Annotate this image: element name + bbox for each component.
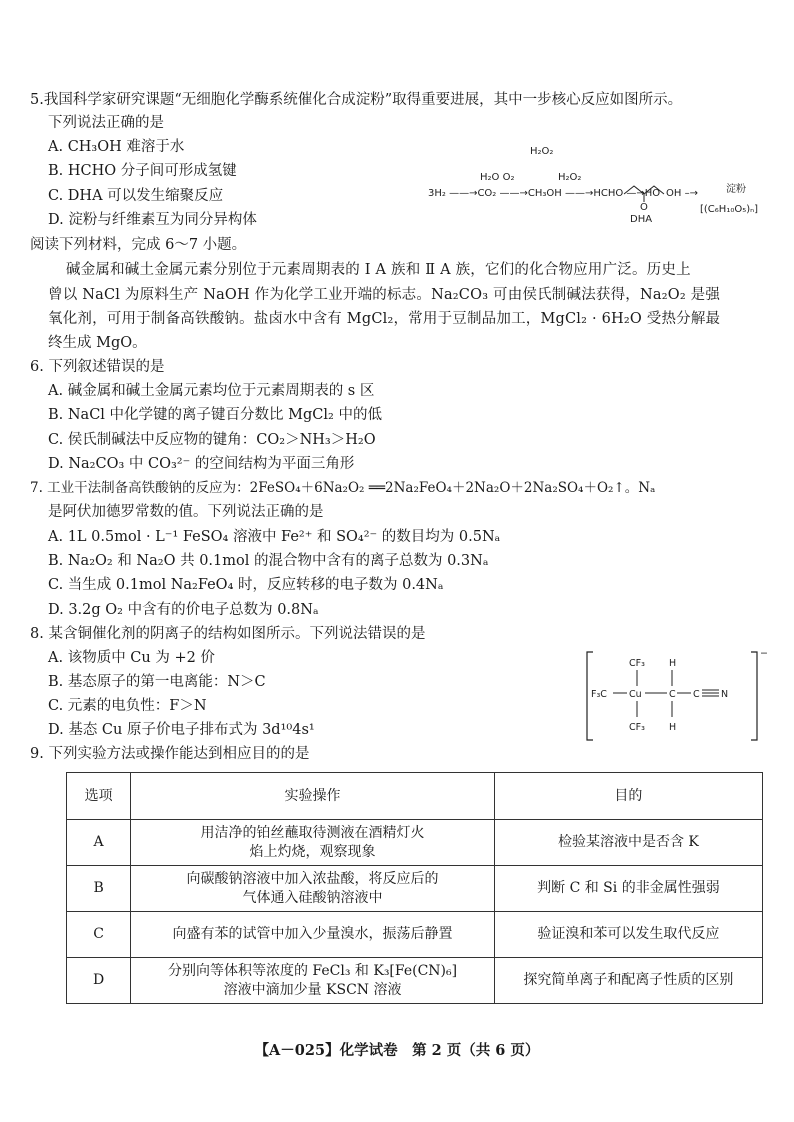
q6-option-d: D. Na₂CO₃ 中 CO₃²⁻ 的空间结构为平面三角形	[48, 456, 355, 472]
row-operation-line1: 向碳酸钠溶液中加入浓盐酸，将反应后的	[186, 870, 439, 887]
row-option: A	[67, 820, 131, 866]
q6-option-b: B. NaCl 中化学键的离子键百分数比 MgCl₂ 中的低	[48, 407, 382, 423]
q5-option-b: B. HCHO 分子间可形成氢键	[48, 163, 237, 179]
row-goal: 检验某溶液中是否含 K	[494, 820, 762, 866]
row-option: D	[67, 958, 131, 1004]
q7-stem-2: 是阿伏加德罗常数的值。下列说法正确的是	[48, 504, 324, 520]
rxn-dha: DHA	[630, 214, 653, 225]
rxn-chain-left: 3H₂ ——→CO₂ ——→CH₃OH ——→HCHO —→HO	[428, 188, 661, 199]
q5-option-d: D. 淀粉与纤维素互为同分异构体	[48, 212, 257, 228]
reading-p3: 氧化剂，可用于制备高铁酸钠。盐卤水中含有 MgCl₂，常用于豆制品加工，MgCl₂ · 6H₂O 受热分解最	[48, 311, 721, 327]
table-row	[67, 820, 763, 866]
row-operation	[131, 866, 495, 912]
q8-option-a: A. 该物质中 Cu 为 +2 价	[48, 650, 215, 666]
rxn-h2o2-mid: H₂O₂	[558, 172, 582, 183]
row-goal: 验证溴和苯可以发生取代反应	[494, 912, 762, 958]
ion-cf3-bottom: CF₃	[629, 722, 645, 733]
ion-h-top: H	[669, 658, 677, 669]
rxn-h2o-o2: H₂O O₂	[480, 172, 515, 183]
ion-f3c: F₃C	[591, 689, 607, 700]
rxn-h2o2-top: H₂O₂	[530, 146, 554, 157]
reading-p1: 碱金属和碱土金属元素分别位于元素周期表的 Ⅰ A 族和 Ⅱ A 族，它们的化合物应用广泛。历史上	[66, 262, 691, 278]
row-operation-line1: 分别向等体积等浓度的 FeCl₃ 和 K₃[Fe(CN)₆]	[167, 962, 458, 979]
reading-p4: 终生成 MgO。	[48, 335, 147, 351]
ion-charge: −	[760, 648, 768, 659]
row-goal: 判断 C 和 Si 的非金属性强弱	[494, 866, 762, 912]
reading-p2: 曾以 NaCl 为原料生产 NaOH 作为化学工业开端的标志。Na₂CO₃ 可由侯氏制碱法获得，Na₂O₂ 是强	[48, 287, 721, 303]
q7-stem: 7. 工业干法制备高铁酸钠的反应为：2FeSO₄＋6Na₂O₂ ══2Na₂FeO₄＋2Na₂O＋2Na₂SO₄＋O₂↑。Nₐ	[30, 480, 656, 496]
rxn-starch-formula: [(C₆H₁₀O₅)ₙ]	[700, 204, 758, 215]
table-row	[67, 958, 763, 1004]
q8-option-b: B. 基态原子的第一电离能：N＞C	[48, 674, 266, 690]
q5-option-c: C. DHA 可以发生缩聚反应	[48, 188, 224, 204]
ion-n: N	[721, 689, 729, 700]
ion-cu: Cu	[629, 689, 642, 700]
header-option: 选项	[67, 773, 131, 820]
experiment-table	[66, 772, 763, 1004]
q7-option-c: C. 当生成 0.1mol Na₂FeO₄ 时，反应转移的电子数为 0.4Nₐ	[48, 577, 444, 593]
row-operation	[131, 958, 495, 1004]
copper-anion-structure	[585, 648, 768, 744]
q7-option-b: B. Na₂O₂ 和 Na₂O 共 0.1mol 的混合物中含有的离子总数为 0.3Nₐ	[48, 553, 489, 569]
rxn-starch-label: 淀粉	[726, 184, 746, 195]
ion-c2: C	[693, 689, 700, 700]
row-option: B	[67, 866, 131, 912]
row-operation	[131, 912, 495, 958]
q9-stem: 9. 下列实验方法或操作能达到相应目的的是	[30, 746, 310, 762]
q6-option-c: C. 侯氏制碱法中反应物的键角：CO₂＞NH₃＞H₂O	[48, 432, 376, 448]
row-operation-line1: 向盛有苯的试管中加入少量溴水，振荡后静置	[172, 926, 453, 942]
ion-c: C	[669, 689, 676, 700]
svg-text:O: O	[640, 202, 648, 213]
page-footer: 【A－025】化学试卷 第 2 页（共 6 页）	[254, 1042, 540, 1059]
row-operation-line1: 用洁净的铂丝蘸取待测液在酒精灯火	[200, 824, 425, 841]
q5-option-a: A. CH₃OH 难溶于水	[48, 139, 185, 155]
q6-option-a: A. 碱金属和碱土金属元素均位于元素周期表的 s 区	[48, 383, 375, 399]
rxn-chain-right: OH –→	[666, 188, 698, 199]
q6-stem: 6. 下列叙述错误的是	[30, 359, 165, 375]
table-row	[67, 912, 763, 958]
q7-option-d: D. 3.2g O₂ 中含有的价电子总数为 0.8Nₐ	[48, 602, 319, 618]
row-operation-line2: 溶液中滴加少量 KSCN 溶液	[223, 981, 402, 998]
q8-option-d: D. 基态 Cu 原子价电子排布式为 3d¹⁰4s¹	[48, 722, 315, 738]
q5-stem: 5.我国科学家研究课题“无细胞化学酶系统催化合成淀粉”取得重要进展，其中一步核心反应如图所示。	[30, 92, 683, 108]
table-row	[67, 866, 763, 912]
q8-option-c: C. 元素的电负性：F＞N	[48, 698, 207, 714]
row-goal: 探究简单离子和配离子性质的区别	[494, 958, 762, 1004]
ion-h-bottom: H	[669, 722, 677, 733]
q8-stem: 8. 某含铜催化剂的阴离子的结构如图所示。下列说法错误的是	[30, 626, 426, 642]
header-goal: 目的	[494, 773, 762, 820]
reaction-diagram	[428, 140, 788, 240]
q7-option-a: A. 1L 0.5mol · L⁻¹ FeSO₄ 溶液中 Fe²⁺ 和 SO₄²⁻ 的数目均为 0.5Nₐ	[48, 529, 501, 545]
table-header-row	[67, 773, 763, 820]
row-operation-line2: 焰上灼烧，观察现象	[249, 843, 376, 860]
row-option: C	[67, 912, 131, 958]
q5-ask: 下列说法正确的是	[48, 115, 164, 131]
header-operation: 实验操作	[131, 773, 495, 820]
ion-cf3-top: CF₃	[629, 658, 645, 669]
reading-intro: 阅读下列材料，完成 6～7 小题。	[30, 237, 247, 253]
row-operation	[131, 820, 495, 866]
row-operation-line2: 气体通入硅酸钠溶液中	[242, 889, 383, 906]
